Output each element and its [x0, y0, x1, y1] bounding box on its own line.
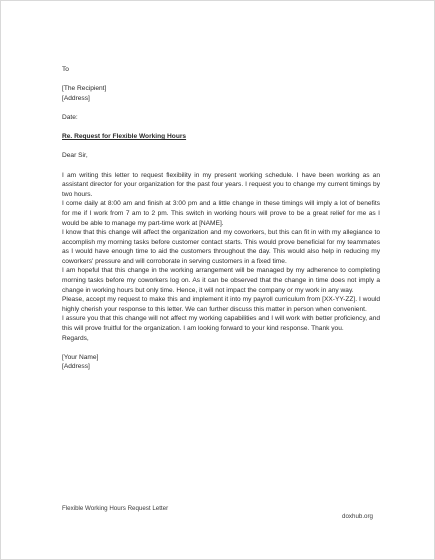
date-label: Date: [62, 113, 78, 121]
sender-name: [Your Name] [62, 353, 99, 361]
salutation: Dear Sir, [62, 152, 88, 160]
footer-site: doxhub.org [342, 513, 373, 520]
paragraph-4: I am hopeful that this change in the working arrangement will be managed by my adherence to completing morning tasks before my coworkers log on. As it can be observed that the change in time does not imply a change in working hours but only time. Hence, it will not impact the company or my work in any way. [62, 267, 380, 294]
letter-subject: Re. Request for Flexible Working Hours [62, 133, 187, 141]
paragraph-3: I know that this change will affect the organization and my coworkers, but this can fit in with my allegiance to accomplish my morning tasks before customer contact starts. This would prove beneficial for my teammates as I would have enough time to aid the customers throughout the day. This would also help in reducing my coworkers' pressure and will corroborate in serving customers in a fixed time. [62, 229, 380, 265]
recipient-name: [The Recipient] [62, 85, 107, 93]
recipient-address: [Address] [62, 94, 90, 102]
paragraph-6: I assure you that this change will not affect my working capabilities and I will work with better proficiency, and this will prove fruitful for the organization. I am looking forward to your kind response. Thank you. [62, 315, 380, 333]
closing: Regards, [62, 334, 89, 342]
paragraph-5: Please, accept my request to make this and implement it into my payroll curriculum from [XX-YY-ZZ]. I would highly cherish your response to this letter. We can further discuss this matter in person when convenient. [62, 296, 380, 313]
letter-body [62, 65, 380, 372]
to-label: To [62, 66, 69, 73]
paragraph-2: I come daily at 8:00 am and finish at 3:00 pm and a little change in these timings will imply a lot of benefits for me if I work from 7 am to 2 pm. This switch in working hours will prove to be a great relief for me as I would be able to manage my part-time work at [NAME]. [62, 200, 380, 227]
footer-title: Flexible Working Hours Request Letter [62, 505, 169, 512]
sender-address: [Address] [62, 363, 90, 371]
paragraph-1: I am writing this letter to request flexibility in my present working schedule. I have been working as an assistant director for your organization for the past four years. I request you to change my current timings by two hours. [62, 171, 380, 198]
